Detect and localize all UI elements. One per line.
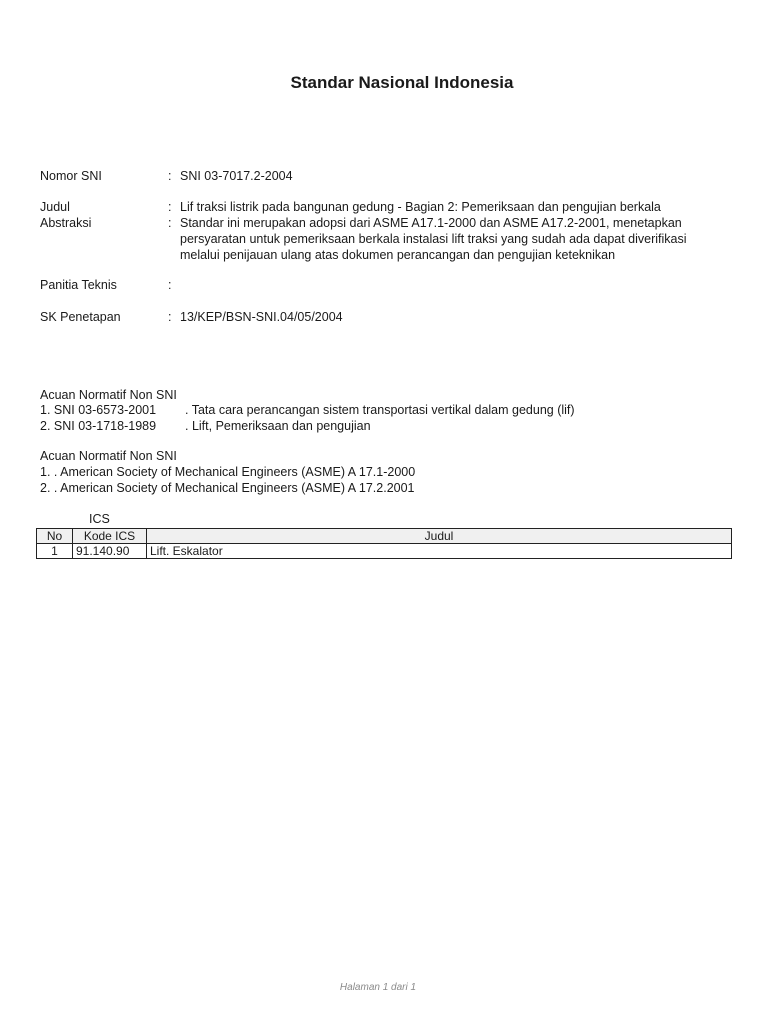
acuan-sni-heading: Acuan Normatif Non SNI <box>40 388 177 402</box>
ics-cell-judul: Lift. Eskalator <box>147 544 732 559</box>
ics-table <box>36 528 732 559</box>
acuan-non-sni-item: 2. . American Society of Mechanical Engineers (ASME) A 17.2.2001 <box>40 481 415 495</box>
acuan-sni-item <box>40 402 575 418</box>
ics-label: ICS <box>89 512 110 526</box>
field-label: SK Penetapan <box>40 310 121 324</box>
field-colon: : <box>168 278 172 292</box>
field-label: Abstraksi <box>40 216 92 230</box>
acuan-sni-number: 2. SNI 03-1718-1989 <box>40 419 157 433</box>
field-colon: : <box>168 169 172 183</box>
field-colon: : <box>168 216 172 230</box>
ics-header-no: No <box>37 529 73 544</box>
acuan-sni-item <box>40 418 371 434</box>
field-label: Panitia Teknis <box>40 278 117 292</box>
acuan-sni-text: . Lift, Pemeriksaan dan pengujian <box>185 419 371 433</box>
field-colon: : <box>168 200 172 214</box>
field-value: 13/KEP/BSN-SNI.04/05/2004 <box>180 310 343 324</box>
ics-header-kode: Kode ICS <box>73 529 147 544</box>
page-footer: Halaman 1 dari 1 <box>339 982 417 993</box>
field-value: Standar ini merupakan adopsi dari ASME A17.1-2000 dan ASME A17.2-2001, menetapkan persyaratan untuk pemeriksaan berkala instalasi lift traksi yang sudah ada dapat diverifikasi melalui penijauan ulang atas dokumen perancangan dan pengujian keteknikan <box>180 216 687 262</box>
acuan-non-sni-item: 1. . American Society of Mechanical Engineers (ASME) A 17.1-2000 <box>40 465 416 479</box>
acuan-non-sni-heading: Acuan Normatif Non SNI <box>40 449 177 463</box>
ics-header-judul: Judul <box>147 529 732 544</box>
ics-header-row <box>37 529 732 544</box>
field-colon: : <box>168 310 172 324</box>
page-title: Standar Nasional Indonesia <box>290 73 514 92</box>
acuan-sni-text: . Tata cara perancangan sistem transportasi vertikal dalam gedung (lif) <box>185 403 575 417</box>
acuan-sni-number: 1. SNI 03-6573-2001 <box>40 403 157 417</box>
table-row <box>37 544 732 559</box>
field-label: Judul <box>40 200 70 214</box>
field-value: Lif traksi listrik pada bangunan gedung - Bagian 2: Pemeriksaan dan pengujian berkala <box>180 200 661 214</box>
field-label: Nomor SNI <box>40 169 102 183</box>
ics-cell-no: 1 <box>37 544 73 559</box>
field-value: SNI 03-7017.2-2004 <box>180 169 293 183</box>
ics-cell-kode: 91.140.90 <box>73 544 147 559</box>
